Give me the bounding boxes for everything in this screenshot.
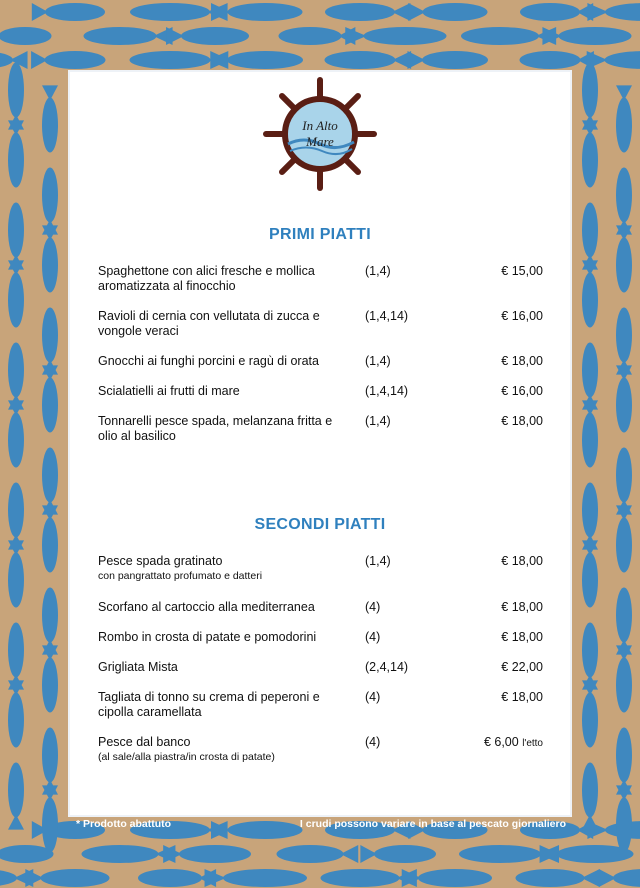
fish-icon bbox=[461, 27, 556, 45]
fish-icon bbox=[42, 588, 58, 655]
logo-text: In Alto bbox=[302, 118, 338, 133]
item-name: Tagliata di tonno su crema di peperoni e cipolla caramellata bbox=[98, 690, 320, 719]
ship-wheel-logo bbox=[262, 76, 378, 192]
item-allergens: (1,4,14) bbox=[365, 309, 409, 323]
fish-icon bbox=[8, 203, 24, 270]
fish-icon bbox=[84, 27, 173, 45]
fish-icon bbox=[616, 225, 632, 292]
fish-icon bbox=[520, 3, 593, 21]
item-price: € 18,00 bbox=[501, 554, 543, 568]
fish-icon bbox=[8, 483, 24, 550]
fish-icon bbox=[8, 540, 24, 607]
fish-icon bbox=[616, 588, 632, 655]
item-description: (al sale/alla piastra/in crosta di patate) bbox=[98, 751, 275, 763]
fish-icon bbox=[8, 63, 24, 130]
footer-note-right: I crudi possono variare in base al pescato giornaliero bbox=[299, 818, 566, 830]
fish-icon bbox=[31, 51, 105, 69]
item-allergens: (4) bbox=[365, 630, 381, 644]
fish-icon bbox=[408, 3, 487, 21]
fish-icon bbox=[0, 27, 52, 45]
item-price: € 18,00 bbox=[501, 600, 543, 614]
footer-note-left: * Prodotto abattuto bbox=[76, 818, 172, 830]
item-allergens: (1,4,14) bbox=[365, 384, 409, 398]
fish-icon bbox=[8, 343, 24, 410]
item-name: Scialatielli ai frutti di mare bbox=[98, 384, 240, 398]
fish-icon bbox=[42, 225, 58, 292]
fish-icon bbox=[582, 63, 598, 130]
fish-icon bbox=[0, 845, 54, 863]
item-name: Grigliata Mista bbox=[98, 660, 178, 674]
item-allergens: (4) bbox=[365, 690, 381, 704]
fish-icon bbox=[582, 260, 598, 327]
fish-icon bbox=[520, 51, 594, 69]
fish-icon bbox=[345, 27, 446, 45]
fish-icon bbox=[582, 400, 598, 467]
fish-icon bbox=[587, 821, 640, 839]
fish-icon bbox=[138, 869, 216, 887]
fish-icon bbox=[8, 680, 24, 747]
fish-icon bbox=[42, 85, 58, 152]
fish-icon bbox=[587, 3, 640, 21]
fish-icon bbox=[582, 623, 598, 690]
fish-icon bbox=[616, 645, 632, 712]
item-allergens: (1,4) bbox=[365, 414, 391, 428]
section-title-secondi: SECONDI PIATTI bbox=[254, 516, 386, 533]
fish-icon bbox=[616, 85, 632, 152]
item-price: € 18,00 bbox=[501, 354, 543, 368]
fish-icon bbox=[8, 763, 24, 830]
fish-icon bbox=[42, 645, 58, 712]
fish-icon bbox=[587, 51, 640, 69]
fish-icon bbox=[325, 3, 410, 21]
fish-icon bbox=[582, 763, 598, 830]
fish-icon bbox=[8, 623, 24, 690]
fish-icon bbox=[8, 400, 24, 467]
fish-icon bbox=[166, 27, 249, 45]
item-name: Pesce spada gratinato bbox=[98, 554, 223, 568]
item-price: € 16,00 bbox=[501, 384, 543, 398]
fish-icon bbox=[407, 51, 488, 69]
item-description: con pangrattato profumato e datteri bbox=[98, 570, 263, 582]
fish-icon bbox=[205, 869, 307, 887]
item-allergens: (4) bbox=[365, 735, 381, 749]
fish-icon bbox=[325, 51, 412, 69]
fish-icon bbox=[616, 308, 632, 375]
fish-icon bbox=[277, 845, 359, 863]
item-price: € 6,00 bbox=[483, 735, 519, 749]
fish-icon bbox=[582, 680, 598, 747]
fish-icon bbox=[616, 728, 632, 795]
fish-icon bbox=[279, 27, 356, 45]
item-name: Spaghettone con alici fresche e mollica aromatizzata al finocchio bbox=[98, 264, 315, 293]
fish-icon bbox=[32, 3, 105, 21]
fish-icon bbox=[42, 448, 58, 515]
item-name: Pesce dal banco bbox=[98, 735, 191, 749]
item-price: € 18,00 bbox=[501, 690, 543, 704]
fish-icon bbox=[42, 785, 58, 852]
item-allergens: (2,4,14) bbox=[365, 660, 409, 674]
item-allergens: (4) bbox=[365, 600, 381, 614]
item-allergens: (1,4) bbox=[365, 264, 391, 278]
fish-icon bbox=[82, 845, 176, 863]
fish-icon bbox=[42, 728, 58, 795]
item-name: Rombo in crosta di patate e pomodorini bbox=[98, 630, 317, 644]
fish-icon bbox=[582, 483, 598, 550]
fish-icon bbox=[616, 168, 632, 235]
item-name: Gnocchi ai funghi porcini e ragù di orata bbox=[98, 354, 319, 368]
fish-icon bbox=[25, 869, 109, 887]
fish-icon bbox=[616, 448, 632, 515]
fish-icon bbox=[8, 120, 24, 187]
fish-icon bbox=[582, 203, 598, 270]
fish-icon bbox=[42, 168, 58, 235]
item-price: € 15,00 bbox=[501, 264, 543, 278]
item-price: € 18,00 bbox=[501, 630, 543, 644]
fish-icon bbox=[582, 120, 598, 187]
item-name: Scorfano al cartoccio alla mediterranea bbox=[98, 600, 315, 614]
item-price: € 18,00 bbox=[501, 414, 543, 428]
fish-icon bbox=[599, 869, 640, 887]
fish-icon bbox=[8, 260, 24, 327]
fish-icon bbox=[163, 845, 251, 863]
fish-icon bbox=[42, 505, 58, 572]
price-unit: l'etto bbox=[522, 738, 543, 749]
item-allergens: (1,4) bbox=[365, 554, 391, 568]
fish-icon bbox=[582, 540, 598, 607]
section-title-primi: PRIMI PIATTI bbox=[269, 226, 371, 243]
item-name: Tonnarelli pesce spada, melanzana fritta e olio al basilico bbox=[98, 414, 333, 443]
fish-icon bbox=[516, 869, 600, 887]
item-price: € 16,00 bbox=[501, 309, 543, 323]
item-name: Ravioli di cernia con vellutata di zucca e vongole veraci bbox=[98, 309, 320, 338]
fish-icon bbox=[616, 365, 632, 432]
fish-icon bbox=[42, 308, 58, 375]
fish-icon bbox=[616, 785, 632, 852]
fish-icon bbox=[616, 505, 632, 572]
item-allergens: (1,4) bbox=[365, 354, 391, 368]
fish-icon bbox=[582, 343, 598, 410]
logo-text: Mare bbox=[306, 134, 334, 149]
item-price: € 22,00 bbox=[501, 660, 543, 674]
fish-icon bbox=[42, 365, 58, 432]
fish-icon bbox=[360, 845, 436, 863]
